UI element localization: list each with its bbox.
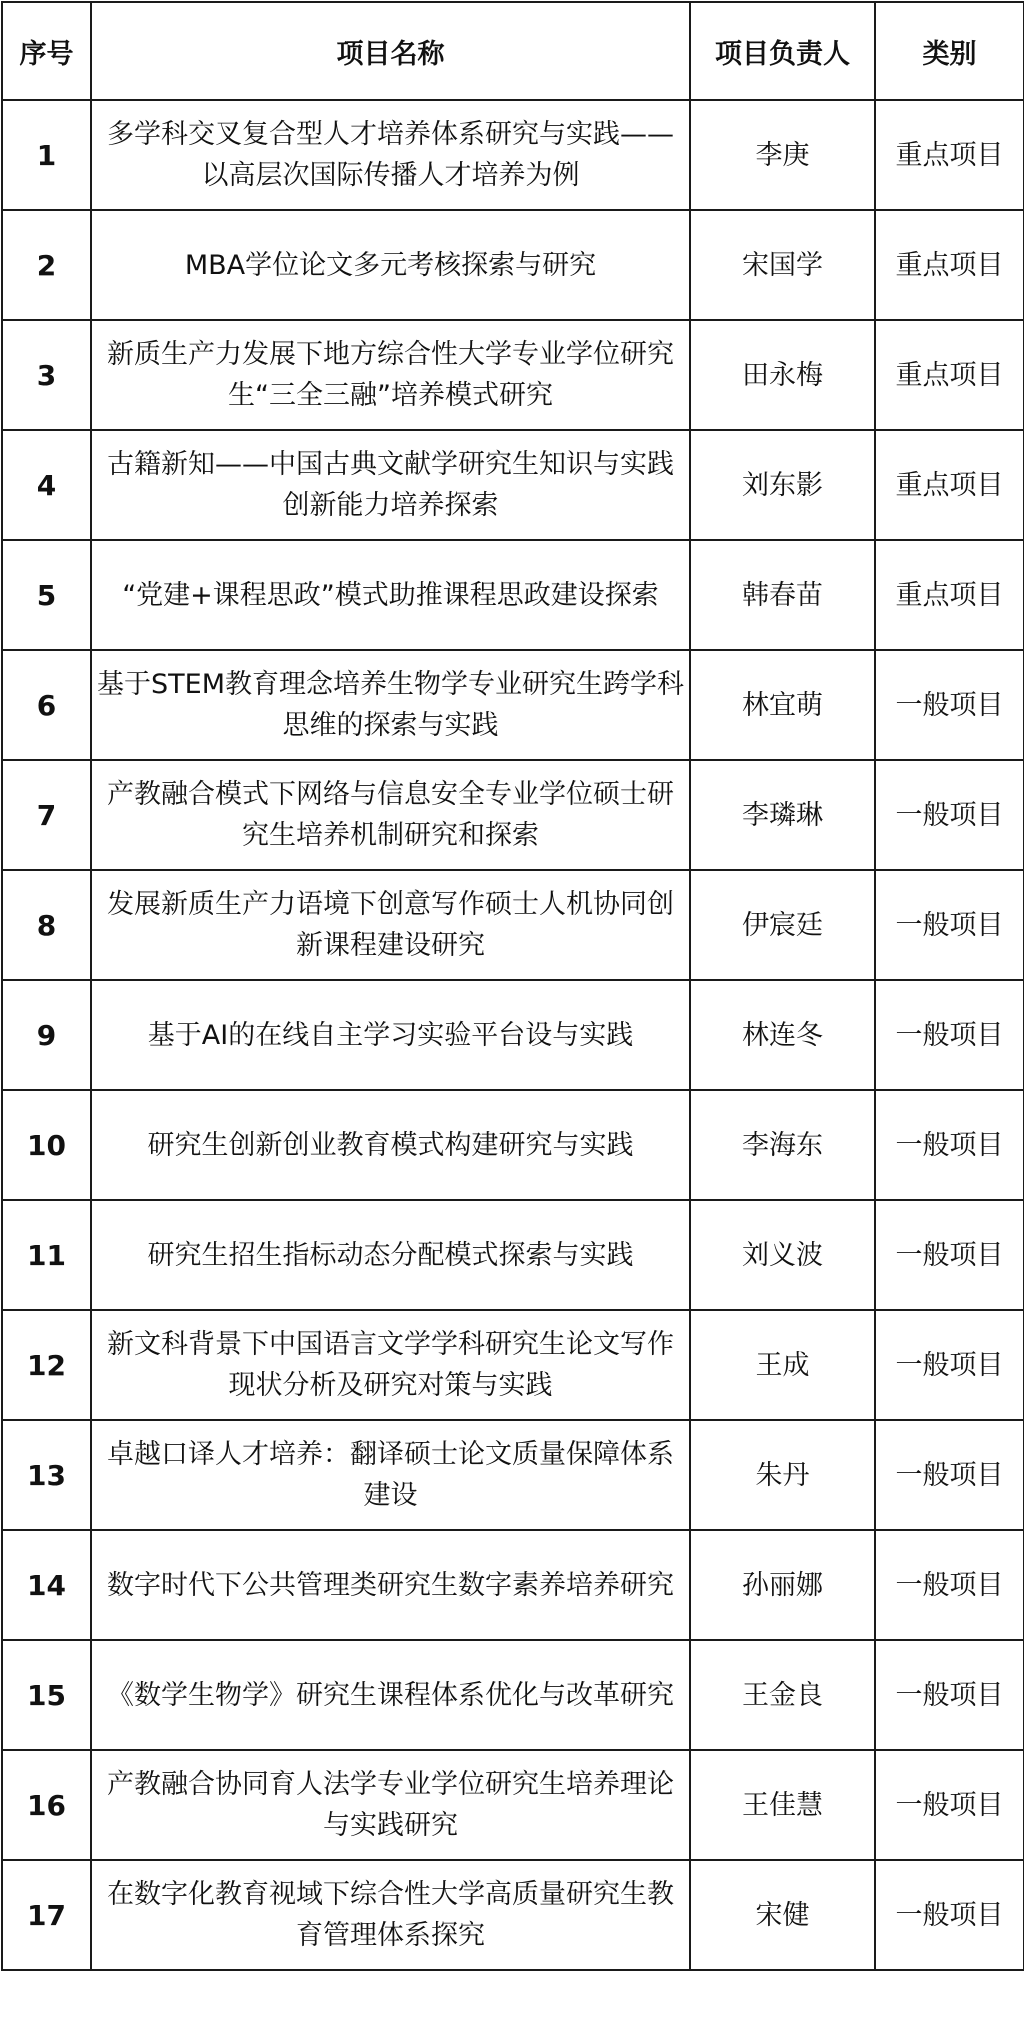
row-project-name: 多学科交叉复合型人才培养体系研究与实践——以高层次国际传播人才培养为例: [91, 100, 690, 210]
row-project-name: 发展新质生产力语境下创意写作硕士人机协同创新课程建设研究: [91, 870, 690, 980]
row-project-name: 新文科背景下中国语言文学学科研究生论文写作现状分析及研究对策与实践: [91, 1310, 690, 1420]
table-row: [2, 760, 1024, 870]
row-project-leader: 朱丹: [690, 1420, 875, 1530]
table-row: [2, 1420, 1024, 1530]
row-seq: 11: [2, 1200, 91, 1310]
row-project-leader: 王成: [690, 1310, 875, 1420]
row-project-leader: 宋国学: [690, 210, 875, 320]
row-project-name: 新质生产力发展下地方综合性大学专业学位研究生“三全三融”培养模式研究: [91, 320, 690, 430]
row-project-name: 研究生创新创业教育模式构建研究与实践: [91, 1090, 690, 1200]
table-row: [2, 1530, 1024, 1640]
row-project-leader: 林连冬: [690, 980, 875, 1090]
row-category: 一般项目: [875, 1530, 1024, 1640]
table-row: [2, 1640, 1024, 1750]
table-row: [2, 870, 1024, 980]
row-category: 一般项目: [875, 1200, 1024, 1310]
row-project-leader: 王金良: [690, 1640, 875, 1750]
row-project-name: MBA学位论文多元考核探索与研究: [91, 210, 690, 320]
row-project-leader: 李海东: [690, 1090, 875, 1200]
row-seq: 13: [2, 1420, 91, 1530]
row-project-name: 卓越口译人才培养：翻译硕士论文质量保障体系建设: [91, 1420, 690, 1530]
row-project-name: 古籍新知——中国古典文献学研究生知识与实践创新能力培养探索: [91, 430, 690, 540]
row-category: 重点项目: [875, 430, 1024, 540]
row-project-leader: 李璘琳: [690, 760, 875, 870]
row-project-leader: 韩春苗: [690, 540, 875, 650]
row-category: 重点项目: [875, 320, 1024, 430]
table-row: [2, 540, 1024, 650]
row-category: 一般项目: [875, 760, 1024, 870]
row-project-name: 《数学生物学》研究生课程体系优化与改革研究: [91, 1640, 690, 1750]
row-project-name: 产教融合模式下网络与信息安全专业学位硕士研究生培养机制研究和探索: [91, 760, 690, 870]
row-project-name: 数字时代下公共管理类研究生数字素养培养研究: [91, 1530, 690, 1640]
row-category: 一般项目: [875, 1090, 1024, 1200]
row-project-name: “党建+课程思政”模式助推课程思政建设探索: [91, 540, 690, 650]
row-project-leader: 王佳慧: [690, 1750, 875, 1860]
row-seq: 17: [2, 1860, 91, 1970]
row-category: 一般项目: [875, 1640, 1024, 1750]
row-project-leader: 孙丽娜: [690, 1530, 875, 1640]
row-project-name: 基于AI的在线自主学习实验平台设与实践: [91, 980, 690, 1090]
table-row: [2, 1200, 1024, 1310]
row-seq: 16: [2, 1750, 91, 1860]
row-project-leader: 刘东影: [690, 430, 875, 540]
row-project-name: 基于STEM教育理念培养生物学专业研究生跨学科思维的探索与实践: [91, 650, 690, 760]
row-category: 一般项目: [875, 1750, 1024, 1860]
row-project-leader: 林宜萌: [690, 650, 875, 760]
row-project-leader: 宋健: [690, 1860, 875, 1970]
row-project-name: 产教融合协同育人法学专业学位研究生培养理论与实践研究: [91, 1750, 690, 1860]
project-list-table: [1, 1, 1024, 1971]
row-project-leader: 李庚: [690, 100, 875, 210]
row-project-leader: 伊宸廷: [690, 870, 875, 980]
header-project-name: 项目名称: [91, 2, 690, 100]
row-category: 一般项目: [875, 1860, 1024, 1970]
table-row: [2, 1090, 1024, 1200]
table-row: [2, 100, 1024, 210]
row-seq: 7: [2, 760, 91, 870]
row-category: 重点项目: [875, 210, 1024, 320]
table-row: [2, 210, 1024, 320]
table-row: [2, 1310, 1024, 1420]
row-seq: 6: [2, 650, 91, 760]
row-seq: 3: [2, 320, 91, 430]
table-header-row: [2, 2, 1024, 100]
table-row: [2, 650, 1024, 760]
table-row: [2, 1750, 1024, 1860]
row-project-leader: 刘义波: [690, 1200, 875, 1310]
table-row: [2, 980, 1024, 1090]
table-row: [2, 320, 1024, 430]
row-seq: 8: [2, 870, 91, 980]
row-seq: 1: [2, 100, 91, 210]
row-category: 重点项目: [875, 540, 1024, 650]
row-seq: 15: [2, 1640, 91, 1750]
row-project-name: 在数字化教育视域下综合性大学高质量研究生教育管理体系探究: [91, 1860, 690, 1970]
row-seq: 5: [2, 540, 91, 650]
row-category: 一般项目: [875, 1420, 1024, 1530]
table-row: [2, 430, 1024, 540]
row-category: 一般项目: [875, 980, 1024, 1090]
row-seq: 10: [2, 1090, 91, 1200]
header-project-leader: 项目负责人: [690, 2, 875, 100]
table-body: [2, 100, 1024, 1970]
row-category: 一般项目: [875, 650, 1024, 760]
row-project-name: 研究生招生指标动态分配模式探索与实践: [91, 1200, 690, 1310]
row-category: 重点项目: [875, 100, 1024, 210]
row-seq: 12: [2, 1310, 91, 1420]
header-seq: 序号: [2, 2, 91, 100]
row-category: 一般项目: [875, 1310, 1024, 1420]
row-seq: 2: [2, 210, 91, 320]
row-seq: 9: [2, 980, 91, 1090]
row-seq: 14: [2, 1530, 91, 1640]
row-seq: 4: [2, 430, 91, 540]
header-category: 类别: [875, 2, 1024, 100]
row-category: 一般项目: [875, 870, 1024, 980]
table-row: [2, 1860, 1024, 1970]
row-project-leader: 田永梅: [690, 320, 875, 430]
